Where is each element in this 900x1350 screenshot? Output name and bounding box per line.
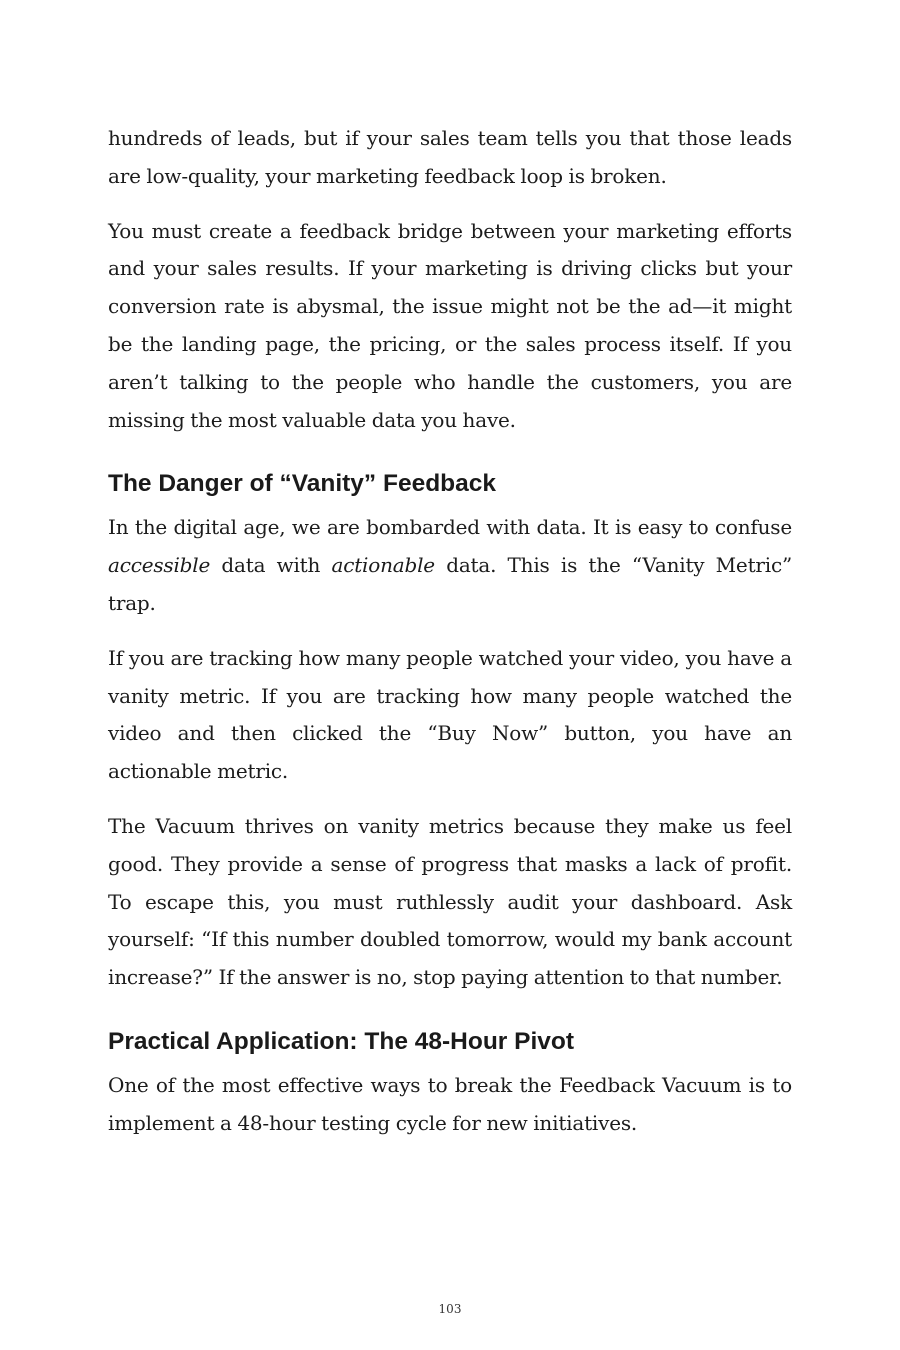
intro-text-1: In the digital age, we are bombarded with data. It is easy to confuse	[108, 515, 792, 540]
paragraph-leads: hundreds of leads, but if your sales team tells you that those leads are low-quality, your marketing feedback loop is broken.	[108, 126, 792, 188]
paragraph-feedback-bridge: You must create a feedback bridge between your marketing efforts and your sales results. If your marketing is driving clicks but your conversion rate is abysmal, the issue might not be the ad—it might be the landing page, the pricing, or the sales process itself. If you aren’t talking to the people who handle the customers, you are missing the most valuable data you have.	[108, 218, 792, 432]
paragraph-testing-cycle: One of the most effective ways to break the Feedback Vacuum is to implement a 48-hour testing cycle for new initiatives.	[108, 1072, 792, 1135]
emphasis-actionable: actionable	[331, 553, 435, 578]
paragraph-video-metric: If you are tracking how many people watched your video, you have a vanity metric. If you are tracking how many people watched the video and then clicked the “Buy Now” button, you have an actionable metric.	[108, 645, 792, 784]
emphasis-accessible: accessible	[108, 553, 211, 578]
paragraph-vacuum-thrives: The Vacuum thrives on vanity metrics because they make us feel good. They provide a sense of progress that masks a lack of profit. To escape this, you must ruthlessly audit your dashboard. Ask yourself: “If this number doubled tomorrow, would my bank account increase?” If the answer is no, stop paying attention to that number.	[108, 813, 792, 990]
page-content	[108, 120, 792, 1160]
intro-text-2: data with	[210, 553, 332, 578]
intro-text-3: data. This is the “Vanity Metric” trap.	[108, 553, 792, 615]
heading-vanity-feedback: The Danger of “Vanity” Feedback	[108, 470, 497, 498]
paragraph-digital-age	[108, 509, 792, 622]
heading-48-hour-pivot: Practical Application: The 48-Hour Pivot	[108, 1027, 575, 1055]
page-number: 103	[438, 1302, 462, 1316]
